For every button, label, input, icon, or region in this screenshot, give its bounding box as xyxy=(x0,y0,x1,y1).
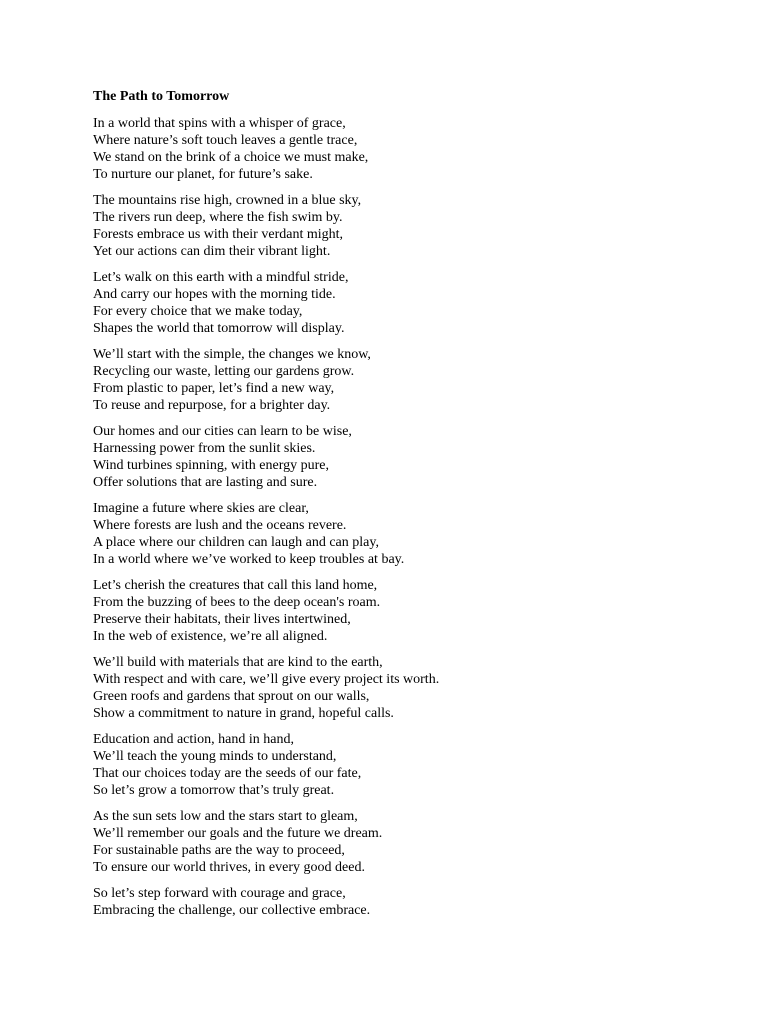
poem-line: In a world where we’ve worked to keep troubles at bay. xyxy=(93,552,405,567)
poem-stanza xyxy=(93,115,713,183)
poem-line: To ensure our world thrives, in every good deed. xyxy=(93,860,365,875)
poem-line: Recycling our waste, letting our gardens grow. xyxy=(93,364,355,379)
poem-line: Harnessing power from the sunlit skies. xyxy=(93,441,316,456)
poem-stanza xyxy=(93,808,713,876)
poem-line: Imagine a future where skies are clear, xyxy=(93,501,309,516)
poem-line: So let’s step forward with courage and grace, xyxy=(93,886,346,901)
poem-line: With respect and with care, we’ll give every project its worth. xyxy=(93,672,440,687)
poem-line: As the sun sets low and the stars start to gleam, xyxy=(93,809,358,824)
poem-line: For every choice that we make today, xyxy=(93,304,303,319)
poem-stanza xyxy=(93,885,713,919)
poem-line: Where nature’s soft touch leaves a gentle trace, xyxy=(93,133,358,148)
poem-line: From plastic to paper, let’s find a new way, xyxy=(93,381,335,396)
poem-line: Offer solutions that are lasting and sure. xyxy=(93,475,318,490)
poem-stanza xyxy=(93,269,713,337)
poem-stanza xyxy=(93,346,713,414)
poem-line: Green roofs and gardens that sprout on our walls, xyxy=(93,689,370,704)
poem-line: We’ll build with materials that are kind to the earth, xyxy=(93,655,383,670)
poem-line: Our homes and our cities can learn to be wise, xyxy=(93,424,352,439)
poem-line: Forests embrace us with their verdant might, xyxy=(93,227,343,242)
poem-line: That our choices today are the seeds of our fate, xyxy=(93,766,362,781)
poem-line: The mountains rise high, crowned in a blue sky, xyxy=(93,193,362,208)
poem-stanza xyxy=(93,731,713,799)
poem-line: We stand on the brink of a choice we must make, xyxy=(93,150,369,165)
document-page xyxy=(93,88,713,928)
poem-line: A place where our children can laugh and can play, xyxy=(93,535,379,550)
poem-line: In a world that spins with a whisper of grace, xyxy=(93,116,346,131)
poem-line: Let’s cherish the creatures that call this land home, xyxy=(93,578,378,593)
poem-stanza xyxy=(93,192,713,260)
poem-line: For sustainable paths are the way to proceed, xyxy=(93,843,345,858)
poem-line: We’ll start with the simple, the changes we know, xyxy=(93,347,371,362)
poem-stanza xyxy=(93,577,713,645)
poem-stanza xyxy=(93,654,713,722)
poem-body xyxy=(93,115,713,919)
poem-line: Education and action, hand in hand, xyxy=(93,732,294,747)
poem-line: We’ll remember our goals and the future we dream. xyxy=(93,826,383,841)
poem-line: To reuse and repurpose, for a brighter day. xyxy=(93,398,331,413)
poem-line: Preserve their habitats, their lives intertwined, xyxy=(93,612,351,627)
poem-stanza xyxy=(93,500,713,568)
poem-line: And carry our hopes with the morning tide. xyxy=(93,287,336,302)
poem-line: To nurture our planet, for future’s sake. xyxy=(93,167,313,182)
poem-title: The Path to Tomorrow xyxy=(93,89,230,104)
poem-line: The rivers run deep, where the fish swim by. xyxy=(93,210,343,225)
poem-line: From the buzzing of bees to the deep ocean's roam. xyxy=(93,595,381,610)
poem-line: We’ll teach the young minds to understand, xyxy=(93,749,337,764)
poem-line: So let’s grow a tomorrow that’s truly great. xyxy=(93,783,335,798)
poem-line: Embracing the challenge, our collective embrace. xyxy=(93,903,371,918)
poem-line: Shapes the world that tomorrow will display. xyxy=(93,321,345,336)
poem-line: Let’s walk on this earth with a mindful stride, xyxy=(93,270,349,285)
poem-line: In the web of existence, we’re all aligned. xyxy=(93,629,328,644)
poem-line: Show a commitment to nature in grand, hopeful calls. xyxy=(93,706,394,721)
poem-line: Yet our actions can dim their vibrant light. xyxy=(93,244,331,259)
poem-line: Where forests are lush and the oceans revere. xyxy=(93,518,347,533)
poem-line: Wind turbines spinning, with energy pure, xyxy=(93,458,329,473)
poem-stanza xyxy=(93,423,713,491)
